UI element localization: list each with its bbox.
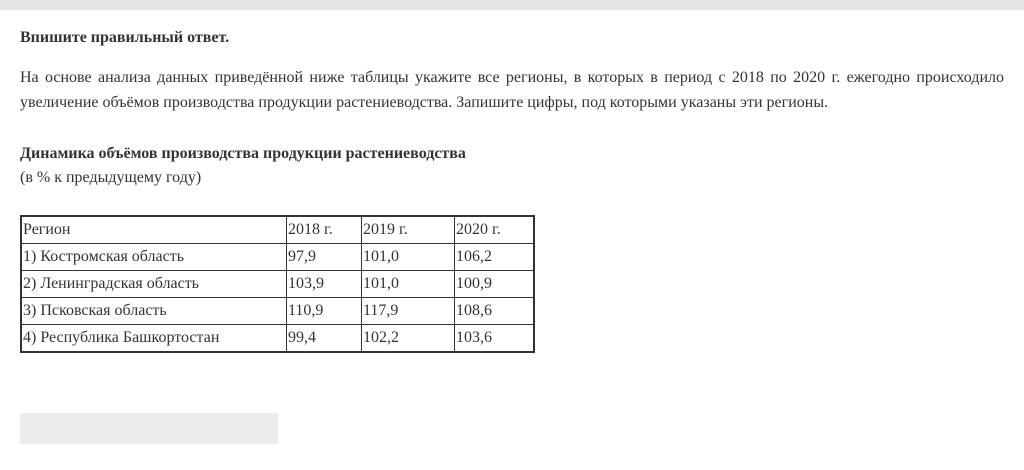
top-bar [0,0,1024,10]
table-cell-2019: 117,9 [362,298,455,325]
table-row [21,325,534,353]
table-title: Динамика объёмов производства продукции растениеводства [20,145,466,162]
header-2018: 2018 г. [287,216,362,244]
header-region: Регион [21,216,287,244]
table-cell-2019: 101,0 [362,271,455,298]
table-cell-2019: 101,0 [362,244,455,271]
table-header-row [21,216,534,244]
table-row [21,271,534,298]
table-subtitle: (в % к предыдущему году) [20,169,202,186]
table-cell-2020: 106,2 [455,244,535,271]
task-content [20,26,1004,353]
table-cell-region: 1) Костромская область [21,244,287,271]
table-cell-2020: 100,9 [455,271,535,298]
table-cell-region: 3) Псковская область [21,298,287,325]
header-2020: 2020 г. [455,216,535,244]
data-table [20,215,535,353]
table-cell-2018: 110,9 [287,298,362,325]
table-row [21,244,534,271]
header-2019: 2019 г. [362,216,455,244]
table-cell-2018: 99,4 [287,325,362,353]
table-cell-2018: 103,9 [287,271,362,298]
task-instruction: Впишите правильный ответ. [20,29,230,46]
table-cell-2019: 102,2 [362,325,455,353]
table-row [21,298,534,325]
question-text: На основе анализа данных приведённой ниже таблицы укажите все регионы, в которых в период с 2018 по 2020 г. ежегодно происходило увеличение объёмов производства продукции растениеводства. Запишите цифры, под которыми указаны эти регионы. [20,69,1004,111]
table-cell-2018: 97,9 [287,244,362,271]
table-cell-2020: 108,6 [455,298,535,325]
answer-input[interactable] [20,413,278,444]
table-cell-2020: 103,6 [455,325,535,353]
table-cell-region: 4) Республика Башкортостан [21,325,287,353]
table-cell-region: 2) Ленинградская область [21,271,287,298]
